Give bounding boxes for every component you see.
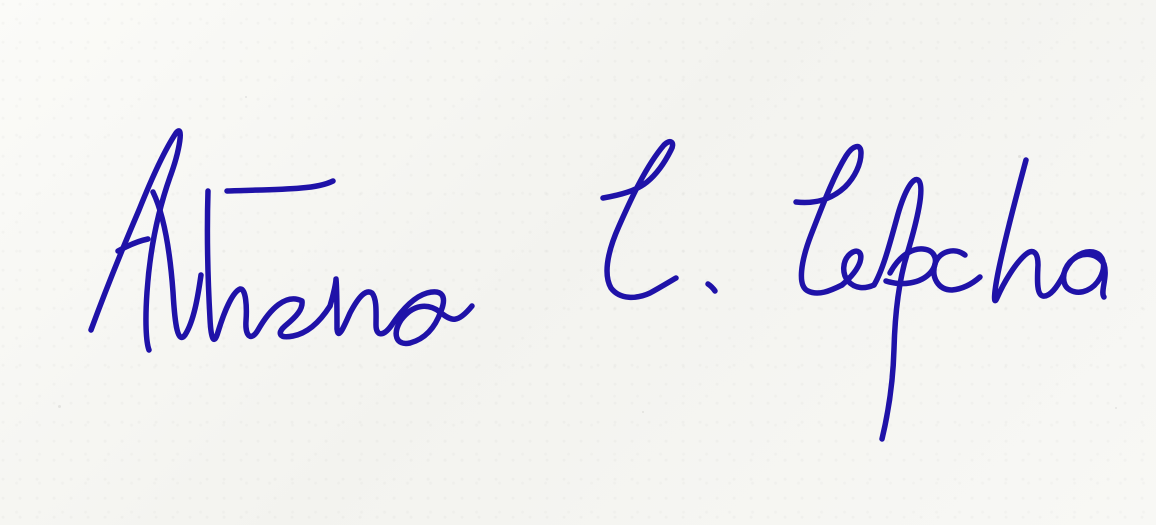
initial-l-stroke (603, 142, 676, 298)
signature-ink-strokes (91, 131, 1105, 439)
last-name-p-stroke (874, 180, 921, 439)
last-name-a-stroke (1063, 252, 1105, 297)
first-name-stroke-d (207, 191, 330, 339)
last-name-p-bowl (886, 249, 935, 284)
last-name-l-stroke (796, 147, 861, 294)
last-name-c-stroke (934, 251, 980, 290)
initial-period (708, 284, 715, 291)
last-name-e-stroke (842, 251, 874, 287)
first-name-stroke-e (330, 279, 472, 343)
first-name-crossbar (227, 181, 333, 191)
first-name-stroke-c (153, 192, 201, 337)
last-name-h-stroke (995, 160, 1063, 301)
